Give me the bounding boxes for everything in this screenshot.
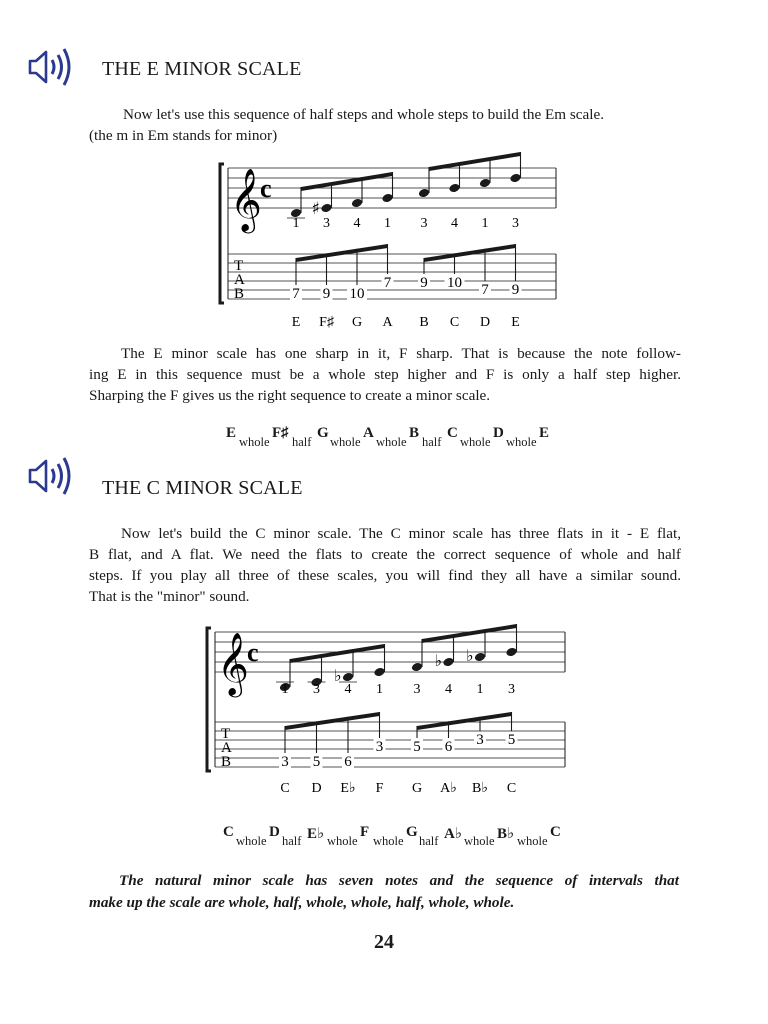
fingering-number: 4 [344,682,352,697]
fret-number: 3 [476,732,484,748]
system-bracket [207,628,211,771]
tab-beam [417,712,512,730]
c-minor-intro-line-1: Now let's build the C minor scale. The C minor scale has three flats in it - E flat, [121,525,681,542]
fingering-number: 4 [445,682,452,697]
fret-number: 10 [349,286,365,302]
note-name: E♭ [340,781,356,796]
tab-letter: B [234,286,245,302]
sequence-interval: whole [236,834,267,848]
note-name: G [411,781,423,796]
fret-number: 5 [413,739,421,755]
system-bracket [220,164,224,303]
flat-icon: ♭ [434,651,443,670]
fingering-number: 4 [353,216,361,231]
sequence-interval: half [292,435,312,449]
section-title-c-minor: THE C MINOR SCALE [102,477,303,499]
sequence-note: E♭ [307,826,325,842]
audio-speaker-icon[interactable] [27,47,89,87]
closing-statement [89,870,679,914]
note-head [509,173,521,184]
c-minor-interval-sequence [223,822,563,862]
treble-clef-icon: 𝄞 [217,632,249,695]
note-name: B [419,315,429,330]
sequence-note: F [360,824,370,840]
time-signature: c [247,638,259,667]
note-head [411,662,423,673]
sequence-interval: half [282,834,302,848]
sequence-interval: half [422,435,442,449]
fret-number: 5 [312,754,321,770]
fingering-number: 3 [512,216,519,231]
fingering-number: 1 [481,216,489,231]
e-minor-intro [89,104,681,146]
note-name: D [479,315,491,330]
sequence-note: D [269,824,280,840]
fret-number: 9 [322,286,331,302]
sequence-note: B [409,425,420,441]
flat-icon: ♭ [334,666,342,685]
e-minor-explanation-line-3: Sharping the F gives us the right sequence to create a minor scale. [89,387,491,404]
tab-letter: T [234,258,244,274]
tab-letter: B [221,754,232,770]
fret-number: 10 [447,275,462,291]
note-head [418,188,430,199]
page-number: 24 [374,931,394,953]
tab-letter: A [221,740,232,756]
tab-beam [285,712,380,730]
audio-speaker-icon[interactable] [27,456,89,496]
closing-line-1: The natural minor scale has seven notes and the sequence of intervals that [119,872,679,889]
note-name: C [280,781,290,796]
fret-number: 6 [444,739,453,755]
c-minor-intro-line-2: B flat, and A flat. We need the flats to create the correct sequence of whole and half [89,546,681,563]
e-minor-intro-line-2: (the m in Em stands for minor) [89,127,278,144]
note-name: E [291,315,301,330]
sequence-note: A♭ [444,826,462,842]
note-head [373,667,385,678]
sequence-interval: whole [327,834,358,848]
closing-line-2: make up the scale are whole, half, whole, whole, half, whole, whole. [89,894,515,911]
sequence-note: C [550,824,561,840]
fret-number: 5 [507,732,516,748]
note-beam [290,644,385,663]
sequence-interval: whole [517,834,548,848]
sequence-interval: whole [460,435,491,449]
speaker-icon [27,47,89,87]
note-name: E [511,315,520,330]
sequence-note: C [223,824,234,840]
note-head [448,183,460,194]
c-minor-intro-line-3: steps. If you play all three of these scales, you will find they all have a similar sound. [89,567,681,584]
note-name: C [506,781,517,796]
note-head [320,203,332,214]
sequence-interval: whole [330,435,361,449]
sequence-interval: half [419,834,439,848]
note-name: C [449,315,460,330]
fret-number: 9 [511,282,520,298]
c-minor-intro-line-4: That is the "minor" sound. [89,588,250,605]
sequence-note: E [226,425,237,441]
tab-letter: A [234,272,245,288]
fingering-number: 1 [384,216,391,231]
tab-beam [296,244,388,262]
note-name: F♯ [319,315,334,330]
fret-number: 6 [344,754,352,770]
note-head [351,198,363,209]
note-head [505,647,517,658]
e-minor-interval-sequence [226,423,566,463]
c-minor-intro [89,523,681,607]
sharp-icon: ♯ [311,199,320,219]
note-head [342,672,354,683]
fingering-number: 4 [451,216,458,231]
sequence-note: F♯ [272,425,289,441]
note-name: B♭ [472,781,488,796]
note-name: G [351,315,363,330]
treble-clef-icon: 𝄞 [230,168,262,231]
e-minor-intro-line-1: Now let's use this sequence of half steps and whole steps to build the Em scale. [123,106,605,123]
fingering-number: 3 [420,216,428,231]
fingering-number: 1 [376,682,383,697]
c-minor-notation [199,622,569,800]
tab-beam [424,244,516,262]
time-signature: c [260,174,272,203]
e-minor-explanation-line-1: The E minor scale has one sharp in it, F sharp. That is because the note follow- [121,345,681,362]
fingering-number: 1 [281,682,289,697]
sequence-interval: whole [373,834,404,848]
fret-number: 9 [420,275,428,291]
fingering-number: 3 [508,682,515,697]
tab-letter: T [221,726,231,742]
section-title-e-minor: THE E MINOR SCALE [102,58,302,80]
note-name: F [375,781,384,796]
sequence-note: B♭ [497,826,515,842]
sequence-note: A [363,425,374,441]
note-head [474,652,486,663]
sequence-interval: whole [506,435,537,449]
e-minor-explanation-line-2: ing E in this sequence must be a whole step higher and F is only a half step higher. [89,366,681,383]
note-head [479,178,491,189]
sequence-note: E [539,425,550,441]
note-name: D [311,781,322,796]
sequence-note: G [317,425,329,441]
fret-number: 7 [292,286,300,302]
fret-number: 7 [481,282,489,298]
sequence-interval: whole [376,435,407,449]
note-name: A [382,315,393,330]
e-minor-notation [212,160,560,330]
fingering-number: 1 [292,216,300,231]
sequence-interval: whole [464,834,495,848]
note-beam [422,624,517,643]
sequence-note: D [493,425,504,441]
fingering-number: 3 [323,216,330,231]
flat-icon: ♭ [466,646,474,665]
fret-number: 7 [383,275,392,291]
e-minor-explanation [89,343,681,406]
note-head [442,657,454,668]
fret-number: 3 [281,754,289,770]
sequence-note: G [406,824,418,840]
fret-number: 3 [375,739,384,755]
note-name: A♭ [440,781,457,796]
fingering-number: 1 [476,682,484,697]
note-head [381,193,393,204]
sequence-interval: whole [239,435,270,449]
fingering-number: 3 [313,682,320,697]
sequence-note: C [447,425,458,441]
fingering-number: 3 [413,682,421,697]
speaker-icon [27,456,89,496]
